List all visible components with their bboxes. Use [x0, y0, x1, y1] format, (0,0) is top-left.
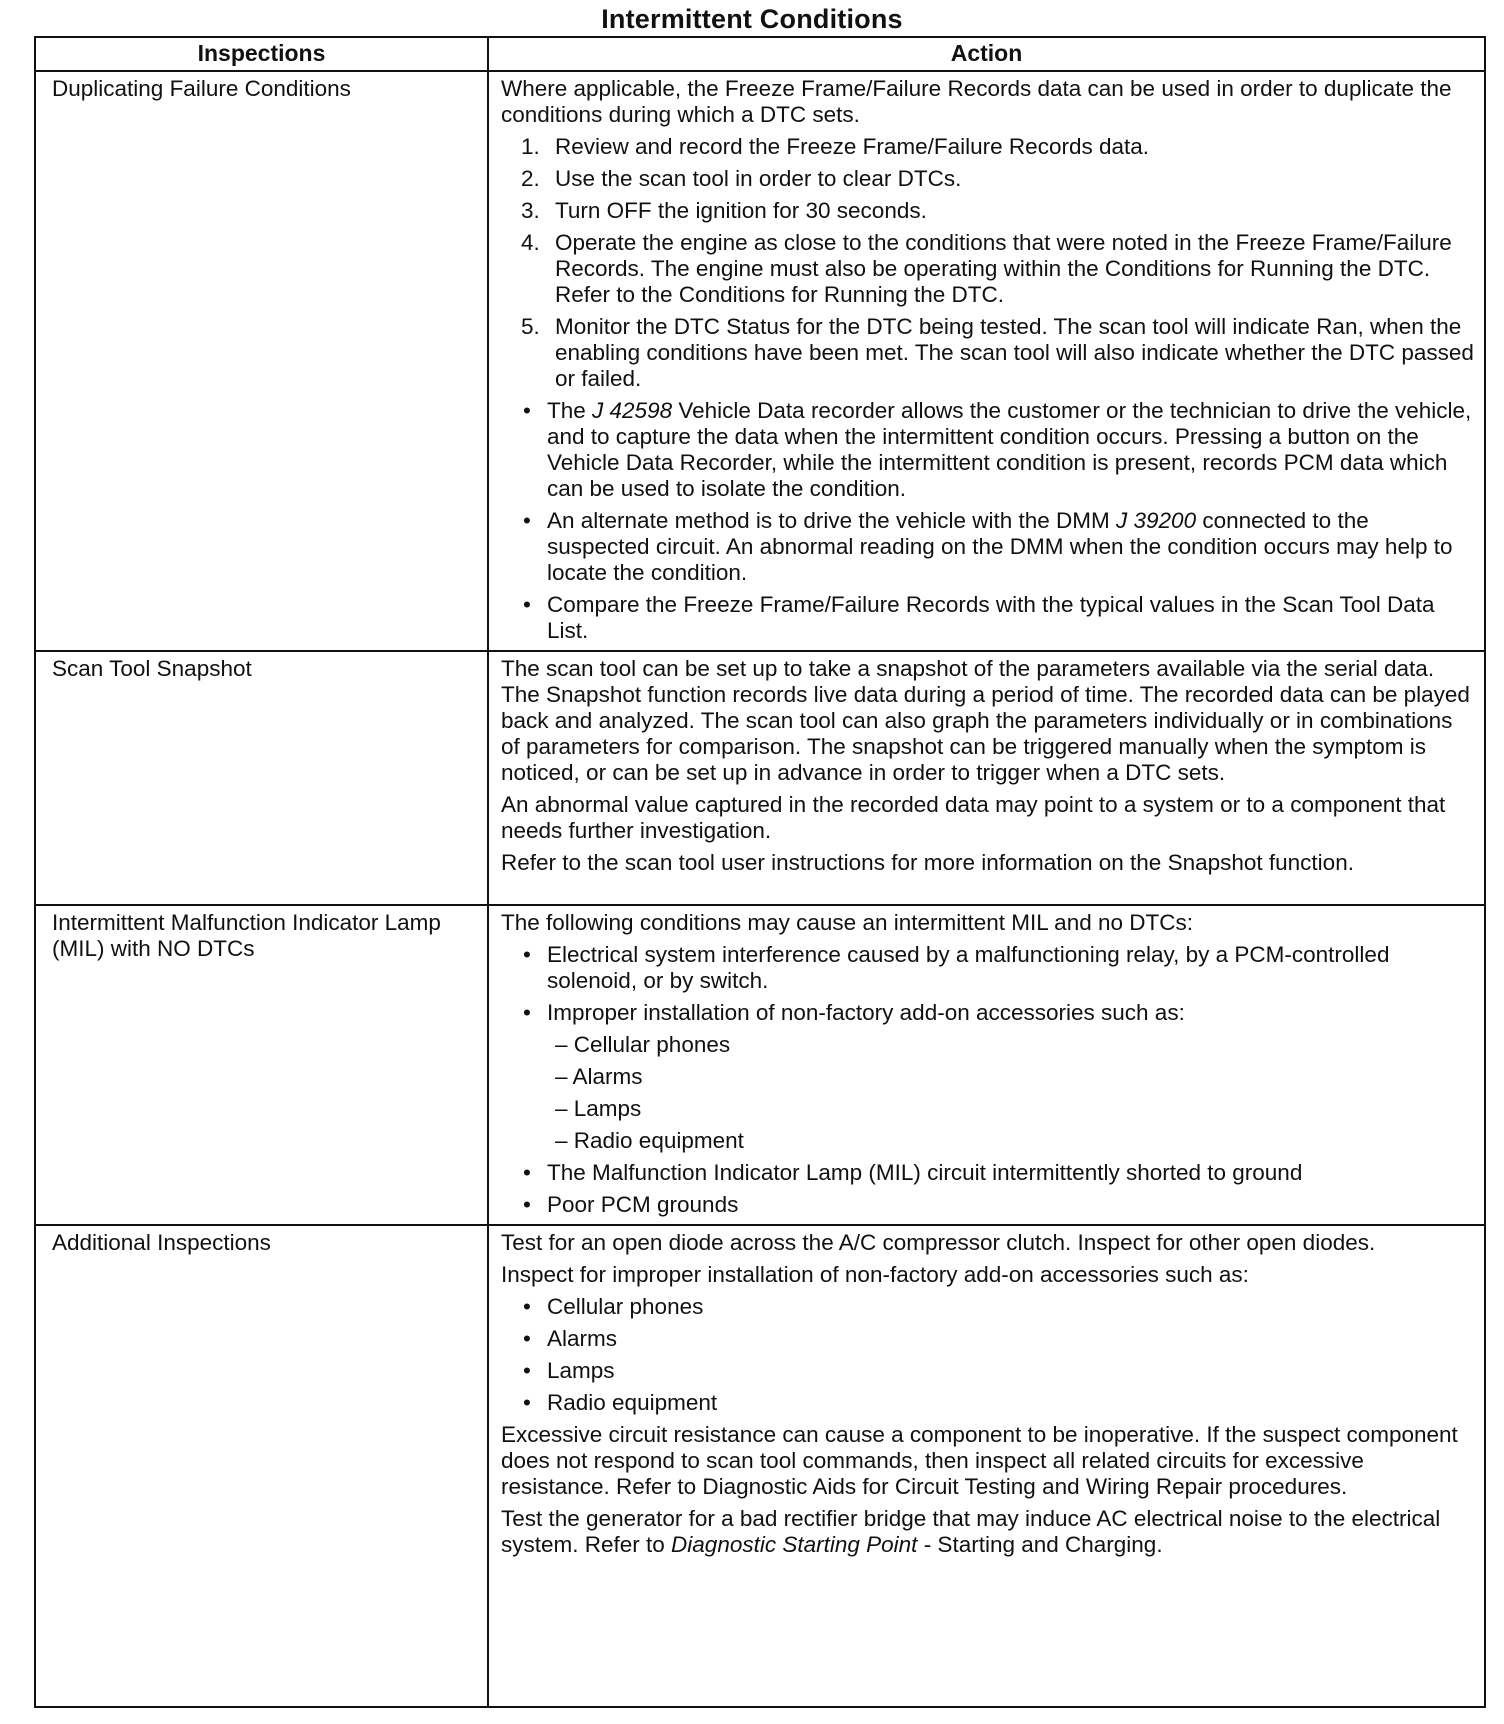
bullet-icon: • [523, 1390, 531, 1415]
bullet-icon: • [523, 1358, 531, 1383]
step-item: 3. Turn OFF the ignition for 30 seconds. [521, 198, 927, 223]
step-item: 5. Monitor the DTC Status for the DTC being tested. The scan tool will indicate Ran, when the enabling conditions have been met. The scan tool will also indicate whether the DTC passed or failed. [521, 314, 1474, 391]
header-row [35, 37, 1485, 71]
diagnostic-reference: Diagnostic Starting Point [671, 1532, 918, 1557]
bullet-item: • Alarms [523, 1326, 618, 1351]
bullet-icon: • [523, 1294, 531, 1319]
bullet-item: • An alternate method is to drive the vehicle with the DMM J 39200 connected to the suspected circuit. An abnormal reading on the DMM when the condition occurs may help to locate the condition. [523, 508, 1453, 585]
bullet-icon: • [523, 1160, 531, 1185]
bullet-icon: • [523, 942, 531, 967]
bullet-item: • Poor PCM grounds [523, 1192, 739, 1217]
bullet-icon: • [523, 1000, 531, 1025]
bullet-item: • Improper installation of non-factory add-on accessories such as: [523, 1000, 1185, 1025]
bullet-item: • Cellular phones [523, 1294, 704, 1319]
bullet-item: • Electrical system interference caused by a malfunctioning relay, by a PCM-controlled solenoid, or by switch. [523, 942, 1390, 993]
paragraph: An abnormal value captured in the recorded data may point to a system or to a component that needs further investigation. [501, 792, 1446, 843]
bullet-item: • The J 42598 Vehicle Data recorder allows the customer or the technician to drive the vehicle, and to capture the data when the intermittent condition occurs. Pressing a button on the Vehicle Data Recorder, while the intermittent condition is present, records PCM data which can be used to isolate the condition. [523, 398, 1472, 501]
paragraph: Excessive circuit resistance can cause a component to be inoperative. If the suspect component does not respond to scan tool commands, then inspect all related circuits for excessive resistance. Refer to Diagnostic Aids for Circuit Testing and Wiring Repair procedures. [501, 1422, 1458, 1499]
paragraph: The scan tool can be set up to take a snapshot of the parameters available via the serial data. The Snapshot function records live data during a period of time. The recorded data can be played back and analyzed. The scan tool can also graph the parameters individually or in combinations of parameters for comparison. The snapshot can be triggered manually when the symptom is noticed, or can be set up in advance in order to trigger when a DTC sets. [501, 656, 1470, 785]
table-row [35, 1225, 1485, 1707]
action-cell [488, 905, 1485, 1225]
inspection-cell: Duplicating Failure Conditions [35, 71, 488, 651]
action-cell [488, 1225, 1485, 1707]
action-header: Action [488, 37, 1485, 71]
sub-list-item: – Cellular phones [555, 1032, 731, 1057]
bullet-item: • Compare the Freeze Frame/Failure Records with the typical values in the Scan Tool Data List. [523, 592, 1435, 643]
inspection-cell: Additional Inspections [35, 1225, 488, 1707]
inspection-cell: Intermittent Malfunction Indicator Lamp (MIL) with NO DTCs [35, 905, 488, 1225]
bullet-icon: • [523, 398, 531, 423]
bullet-icon: • [523, 508, 531, 533]
intermittent-conditions-table [34, 36, 1486, 1708]
paragraph: Test the generator for a bad rectifier bridge that may induce AC electrical noise to the electrical system. Refer to Diagnostic Starting Point - Starting and Charging. [501, 1506, 1441, 1557]
paragraph: Inspect for improper installation of non-factory add-on accessories such as: [501, 1262, 1249, 1287]
table-row [35, 651, 1485, 905]
sub-list-item: – Alarms [555, 1064, 643, 1089]
table-row [35, 71, 1485, 651]
table-row [35, 905, 1485, 1225]
paragraph: Test for an open diode across the A/C compressor clutch. Inspect for other open diodes. [501, 1230, 1376, 1255]
bullet-icon: • [523, 1192, 531, 1217]
inspections-header: Inspections [35, 37, 488, 71]
tool-number: J 42598 [592, 398, 673, 423]
step-item: 1. Review and record the Freeze Frame/Failure Records data. [521, 134, 1150, 159]
bullet-item: • Radio equipment [523, 1390, 718, 1415]
bullet-item: • Lamps [523, 1358, 615, 1383]
bullet-icon: • [523, 1326, 531, 1351]
bullet-icon: • [523, 592, 531, 617]
sub-list-item: – Radio equipment [555, 1128, 744, 1153]
sub-list-item: – Lamps [555, 1096, 642, 1121]
step-item: 2. Use the scan tool in order to clear DTCs. [521, 166, 962, 191]
step-item: 4. Operate the engine as close to the conditions that were noted in the Freeze Frame/Failure Records. The engine must also be operating within the Conditions for Running the DTC. Refer to the Conditions for Running the DTC. [521, 230, 1452, 307]
inspection-cell: Scan Tool Snapshot [35, 651, 488, 905]
action-cell [488, 71, 1485, 651]
tool-number: J 39200 [1116, 508, 1197, 533]
bullet-item: • The Malfunction Indicator Lamp (MIL) circuit intermittently shorted to ground [523, 1160, 1303, 1185]
intro-text: Where applicable, the Freeze Frame/Failure Records data can be used in order to duplicate the conditions during which a DTC sets. [501, 76, 1452, 127]
table-title: Intermittent Conditions [601, 4, 903, 34]
paragraph: Refer to the scan tool user instructions for more information on the Snapshot function. [501, 850, 1354, 875]
intro-text: The following conditions may cause an intermittent MIL and no DTCs: [501, 910, 1193, 935]
action-cell [488, 651, 1485, 905]
